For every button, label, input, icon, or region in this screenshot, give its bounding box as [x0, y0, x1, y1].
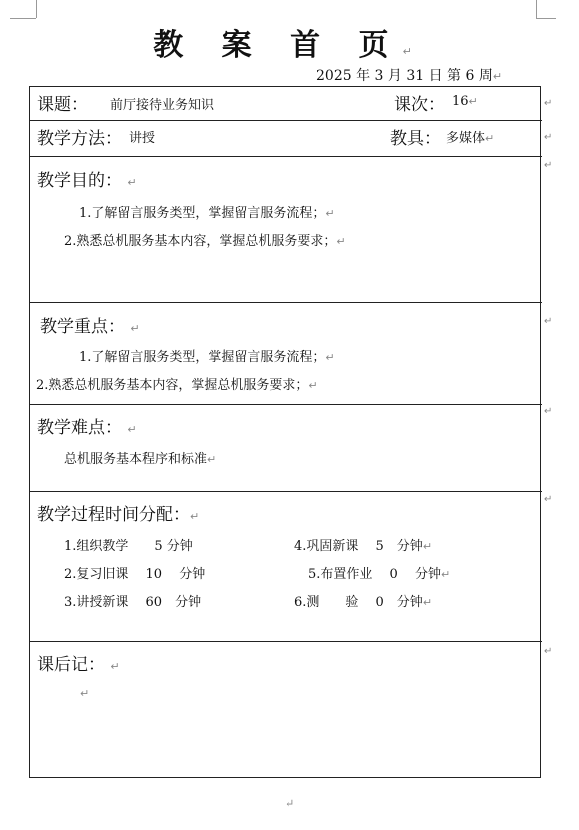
- topic-value: 前厅接待业务知识: [110, 98, 215, 113]
- notes-label: [37, 650, 120, 675]
- objective-item-text: 2.熟悉总机服务基本内容，掌握总机服务要求；: [64, 234, 337, 249]
- row-divider: [29, 156, 542, 157]
- time-item: 2.复习旧课 10 分钟: [64, 567, 206, 582]
- time-item-text: 6.测 验 0 分钟: [294, 595, 423, 610]
- row-divider: [29, 491, 542, 492]
- time-item: 3.讲授新课 60 分钟: [64, 595, 202, 610]
- paragraph-mark: ↵: [485, 132, 495, 145]
- paragraph-mark: ↵: [127, 423, 137, 436]
- time-item-text: 4.巩固新课 5 分钟: [294, 539, 423, 554]
- paragraph-mark: ↵: [110, 660, 120, 673]
- method-value: 讲授: [129, 131, 156, 146]
- key-point-item-text: 1.了解留言服务类型，掌握留言服务流程；: [79, 350, 326, 365]
- time-item: [294, 591, 432, 610]
- notes-label-text: 课后记：: [37, 655, 105, 675]
- paragraph-mark: ↵: [207, 453, 217, 466]
- paragraph-mark: ↵: [130, 322, 140, 335]
- paragraph-mark: ↵: [325, 207, 335, 220]
- tools-value: [446, 127, 494, 146]
- paragraph-mark: ↵: [325, 351, 335, 364]
- paragraph-mark: ↵: [492, 70, 503, 83]
- row-end-mark: ↵: [544, 406, 553, 417]
- paragraph-mark: ↵: [468, 95, 478, 108]
- paragraph-mark: ↵: [422, 596, 433, 609]
- row-divider: [29, 641, 542, 642]
- crop-mark-left: [36, 0, 37, 18]
- tools-label: 教具：: [390, 129, 441, 149]
- lesson-number-value: [452, 94, 478, 109]
- tools-text: 多媒体: [446, 131, 486, 146]
- row-end-mark: ↵: [544, 98, 553, 109]
- page-end-mark: ↵: [285, 797, 295, 810]
- crop-mark-left-h: [10, 18, 36, 19]
- row-divider: [29, 120, 542, 121]
- difficulties-text: [64, 448, 216, 467]
- key-points-label: [40, 312, 140, 337]
- date-line: [316, 65, 502, 85]
- topic-label: 课题：: [37, 95, 88, 115]
- difficulties-label: [37, 413, 137, 438]
- objective-item: [64, 230, 346, 249]
- row-end-mark: ↵: [544, 160, 553, 171]
- page-title-text: 教 案 首 页: [153, 28, 403, 63]
- lesson-number-text: 16: [452, 94, 469, 109]
- objectives-label-text: 教学目的：: [37, 171, 122, 191]
- row-divider: [29, 302, 542, 303]
- paragraph-mark: ↵: [336, 235, 346, 248]
- objective-item-text: 1.了解留言服务类型，掌握留言服务流程；: [79, 206, 326, 221]
- paragraph-mark: ↵: [308, 379, 318, 392]
- notes-empty-paragraph[interactable]: [80, 686, 89, 701]
- time-allocation-label-text: 教学过程时间分配：: [37, 505, 190, 525]
- time-item-text: 5.布置作业 0 分钟: [308, 567, 441, 582]
- paragraph-mark: ↵: [80, 687, 90, 700]
- lesson-number-label: 课次：: [394, 95, 445, 115]
- row-divider: [29, 404, 542, 405]
- row-end-mark: ↵: [544, 132, 553, 143]
- paragraph-mark: ↵: [127, 176, 137, 189]
- key-point-item: [36, 374, 318, 393]
- paragraph-mark: ↵: [440, 568, 451, 581]
- difficulties-value: 总机服务基本程序和标准: [64, 452, 208, 467]
- date-text: 2025 年 3 月 31 日 第 6 周: [316, 68, 493, 84]
- key-point-item: [79, 346, 335, 365]
- paragraph-mark: ↵: [402, 45, 426, 58]
- time-item: 1.组织教学 5 分钟: [64, 539, 193, 554]
- paragraph-mark: ↵: [190, 510, 200, 523]
- objective-item: [79, 202, 335, 221]
- page-title: [0, 20, 579, 64]
- key-point-item-text: 2.熟悉总机服务基本内容，掌握总机服务要求；: [36, 378, 309, 393]
- crop-mark-right-h: [536, 18, 556, 19]
- row-end-mark: ↵: [544, 494, 553, 505]
- crop-mark-right: [536, 0, 537, 18]
- key-points-label-text: 教学重点：: [40, 317, 125, 337]
- time-allocation-label: [37, 500, 199, 525]
- time-item: [308, 563, 450, 582]
- objectives-label: [37, 166, 137, 191]
- difficulties-label-text: 教学难点：: [37, 418, 122, 438]
- time-item: [294, 535, 432, 554]
- row-end-mark: ↵: [544, 646, 553, 657]
- row-end-mark: ↵: [544, 316, 553, 327]
- paragraph-mark: ↵: [422, 540, 433, 553]
- method-label: 教学方法：: [37, 129, 122, 149]
